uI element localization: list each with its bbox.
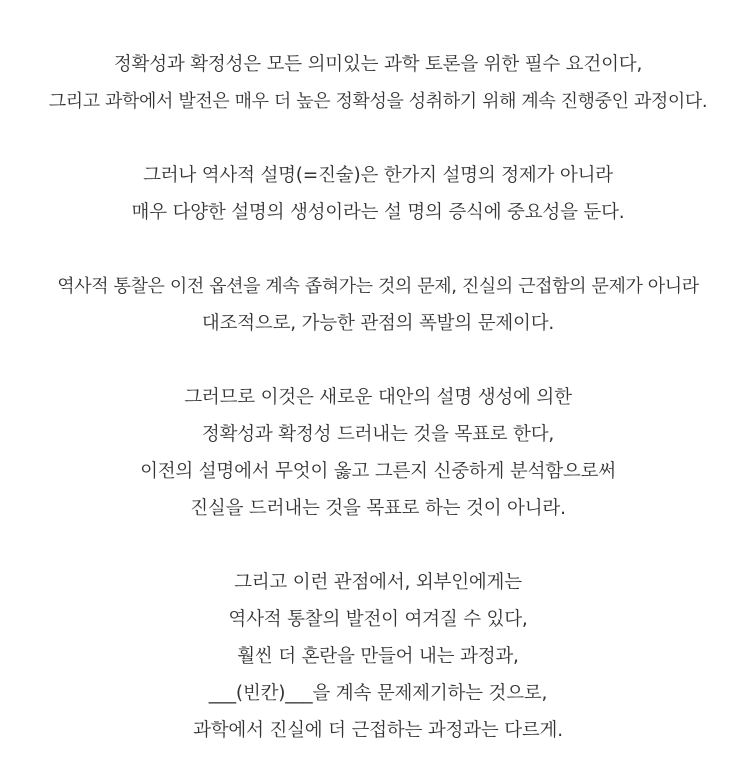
paragraph-4-line-2: 정확성과 확정성 드러내는 것을 목표로 한다,	[201, 424, 555, 445]
paragraph-2-line-1: 그러나 역사적 설명(=진술)은 한가지 설명의 정제가 아니라	[143, 165, 613, 186]
paragraph-5-line-4: ___(빈칸)___을 계속 문제제기하는 것으로,	[208, 683, 548, 704]
paragraph-1-line-1: 정확성과 확정성은 모든 의미있는 과학 토론을 위한 필수 요건이다,	[113, 54, 643, 75]
paragraph-2-line-2: 매우 다양한 설명의 생성이라는 설 명의 증식에 중요성을 둔다.	[131, 202, 625, 223]
paragraph-4-line-4: 진실을 드러내는 것을 목표로 하는 것이 아니라.	[190, 498, 566, 519]
paragraph-5-line-1: 그리고 이런 관점에서, 외부인에게는	[234, 572, 522, 593]
paragraph-4-line-3: 이전의 설명에서 무엇이 옳고 그른지 신중하게 분석함으로써	[140, 461, 616, 482]
paragraph-3-line-2: 대조적으로, 가능한 관점의 폭발의 문제이다.	[201, 313, 555, 334]
paragraph-4-line-1: 그러므로 이것은 새로운 대안의 설명 생성에 의한	[184, 387, 572, 408]
paragraph-1-line-2: 그리고 과학에서 발전은 매우 더 높은 정확성을 성취하기 위해 계속 진행중인 과정이다.	[48, 91, 708, 112]
paragraph-5-line-5: 과학에서 진실에 더 근접하는 과정과는 다르게.	[193, 720, 563, 741]
paragraph-5-line-2: 역사적 통찰의 발전이 여겨질 수 있다,	[228, 609, 528, 630]
paragraph-5-line-3: 훨씬 더 혼란을 만들어 내는 과정과,	[237, 646, 519, 667]
paragraph-3-line-1: 역사적 통찰은 이전 옵션을 계속 좁혀가는 것의 문제, 진실의 근접함의 문제가 아니라	[57, 276, 699, 297]
